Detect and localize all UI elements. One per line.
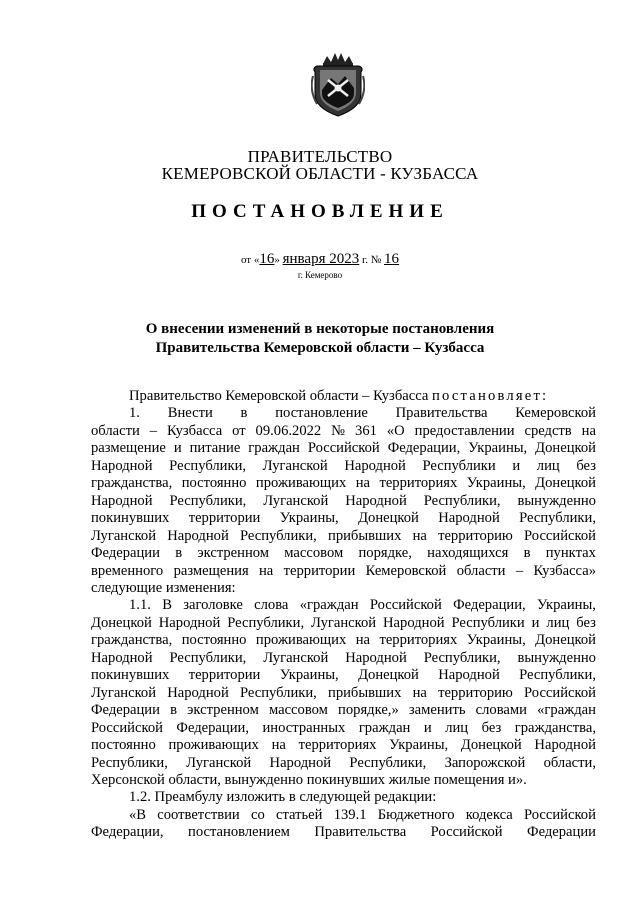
body-line: 1. Внести в постановление Правительства Кемеровской [129, 405, 596, 422]
body-line: временного размещения на территории Кемеровской области – Кузбасса» [91, 562, 596, 579]
body-line: Республики, Луганской Народной Республики, Запорожской области, [91, 754, 596, 771]
body-line: Народной Республики, Луганской Народной Республики, вынужденно [91, 649, 596, 666]
body-line: Российской Федерации, иностранных граждан и лиц без гражданства, [91, 719, 596, 736]
body-line: Народной Республики, Луганской Народной Республики, вынужденно [91, 492, 596, 509]
date-line: от «16» января 2023 г. № 16 [240, 251, 400, 267]
body-line: Луганской Народной Республики, прибывших на территорию Российской [91, 527, 596, 544]
body-line: Луганской Народной Республики, прибывших на территорию Российской [91, 684, 596, 701]
body-line: гражданства, постоянно проживающих на территориях Украины, Донецкой [91, 475, 596, 492]
body-line: Херсонской области, вынужденно покинувших жилые помещения и». [91, 771, 527, 788]
body-line: «В соответствии со статьей 139.1 Бюджетного кодекса Российской [129, 806, 596, 823]
intro-line: Правительство Кемеровской области – Кузбасса постановляет: [129, 388, 549, 404]
body-line: покинувших территории Украины, Донецкой Народной Республики, [91, 667, 596, 684]
decree-day: 16 [259, 251, 275, 267]
body-line: гражданства, постоянно проживающих на территориях Украины, Донецкой [91, 632, 596, 649]
government-line-2: КЕМЕРОВСКОЙ ОБЛАСТИ - КУЗБАССА [161, 164, 479, 183]
document-type: ПОСТАНОВЛЕНИЕ [191, 201, 449, 222]
body-line: области – Кузбасса от 09.06.2022 № 361 «О предоставлении средств на [91, 422, 596, 439]
document-body [91, 388, 596, 842]
government-line-1: ПРАВИТЕЛЬСТВО [247, 147, 393, 166]
city: г. Кемерово [297, 270, 343, 280]
document-title-line-2: Правительства Кемеровской области – Кузбасса [155, 340, 485, 356]
body-line: 1.1. В заголовке слова «граждан Российской Федерации, Украины, [129, 597, 596, 614]
body-line: Донецкой Народной Республики, Луганской Народной Республики и лиц без [91, 614, 596, 631]
body-line: постоянно проживающих на территориях Украины, Донецкой Народной [91, 737, 596, 754]
body-line: Федерации в экстренном массовом порядке, находящихся в пунктах [91, 545, 596, 562]
body-line: Народной Республики, Луганской Народной Республики и лиц без [91, 457, 596, 474]
body-line: Федерации в экстренном массовом порядке,» заменить словами «граждан [91, 702, 596, 719]
document-title-line-1: О внесении изменений в некоторые постановления [145, 321, 495, 337]
body-line: следующие изменения: [91, 579, 236, 596]
coat-of-arms-icon [311, 50, 365, 118]
body-line: размещение и питание граждан Российской Федерации, Украины, Донецкой [91, 440, 596, 457]
body-line: покинувших территории Украины, Донецкой Народной Республики, [91, 510, 596, 527]
decree-month-year: января 2023 [282, 251, 360, 267]
body-line: Федерации, постановлением Правительства Российской Федерации [91, 824, 596, 841]
decree-number: 16 [384, 251, 400, 267]
body-line: 1.2. Преамбулу изложить в следующей редакции: [129, 789, 437, 806]
